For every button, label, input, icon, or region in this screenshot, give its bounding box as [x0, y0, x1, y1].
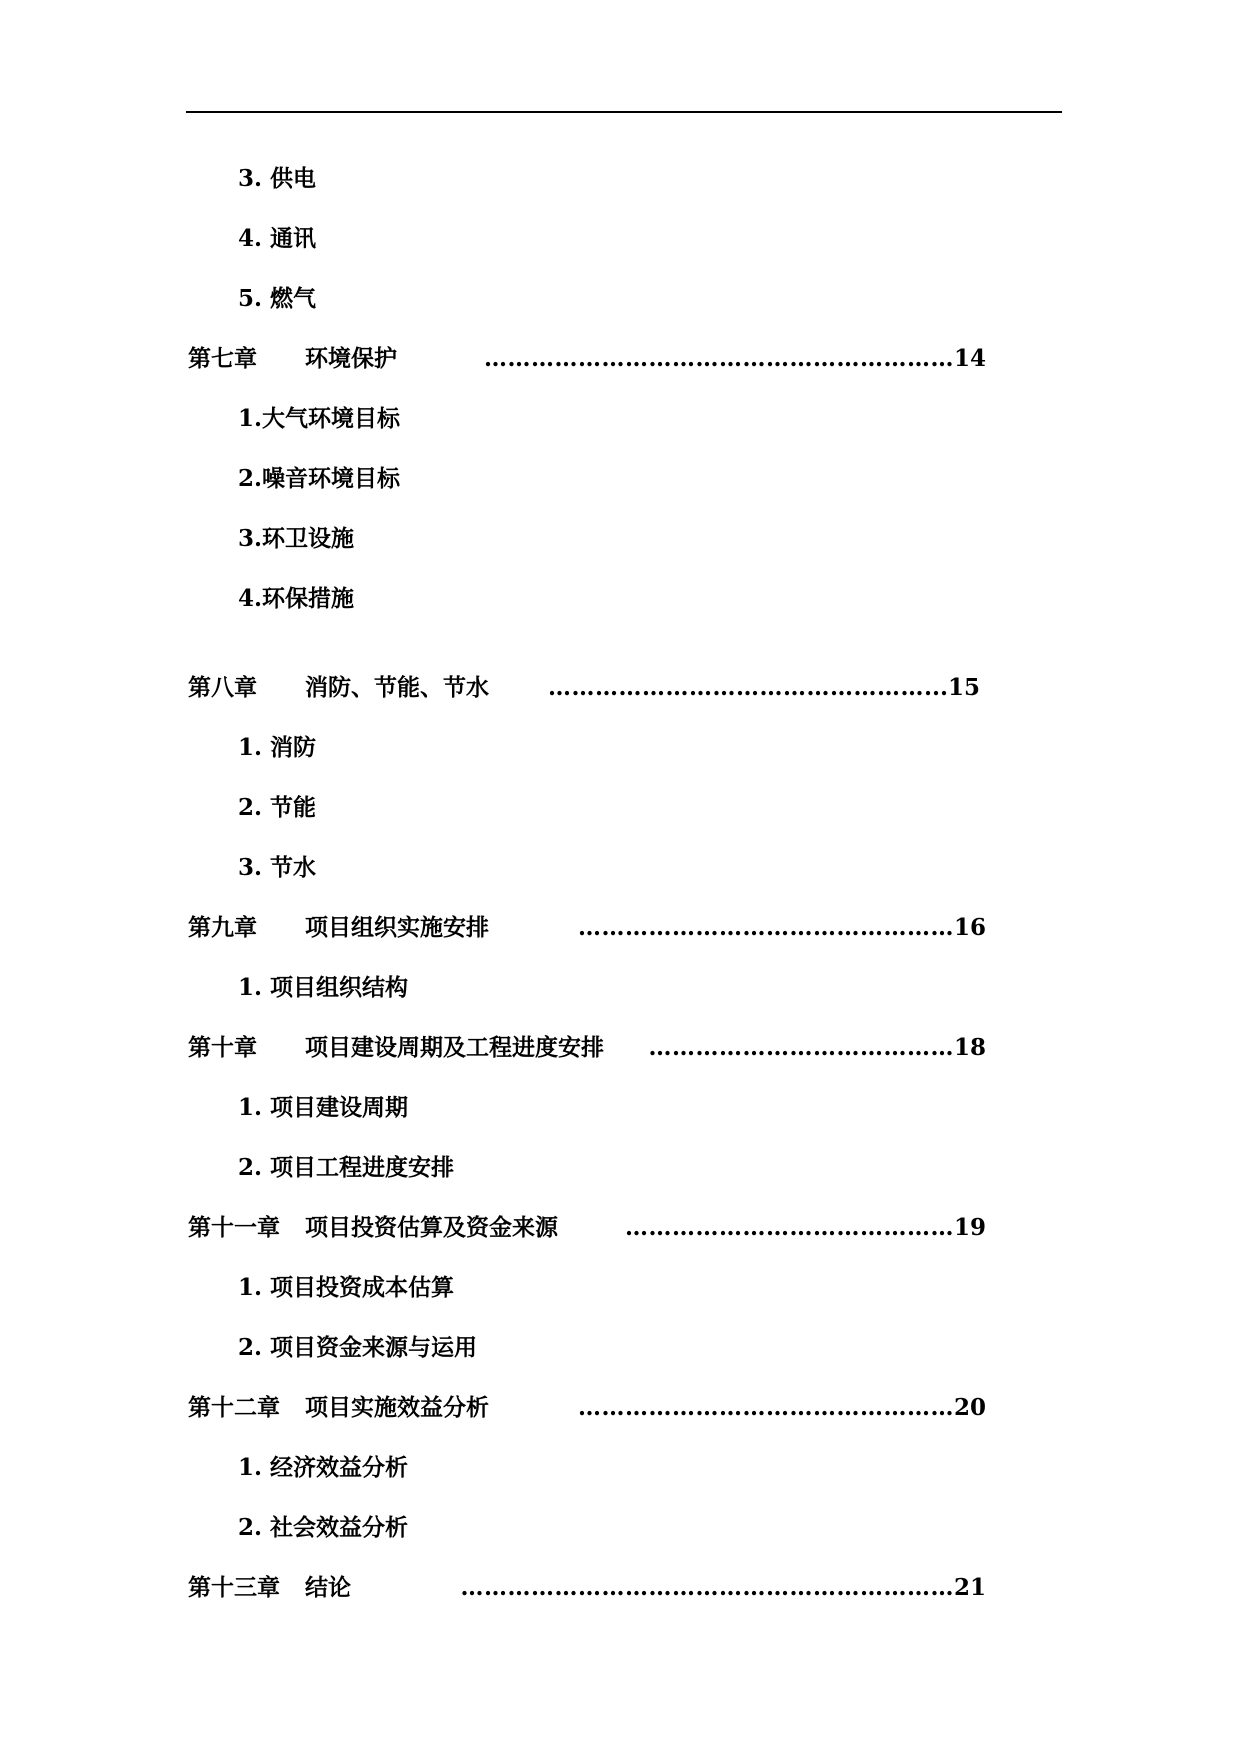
leader-and-page [548, 672, 980, 704]
leader-dots: ………………………………… [648, 1034, 954, 1061]
toc-chapter-entry [188, 343, 986, 375]
leader-dots: ……………………………………………………… [460, 1574, 954, 1601]
chapter-title: 项目组织实施安排 [305, 914, 489, 941]
toc-sub-entry [238, 1452, 408, 1484]
toc-sub-entry [238, 792, 316, 824]
toc-chapter-entry [188, 1572, 986, 1604]
toc-chapter-entry [188, 672, 986, 704]
toc-sub-entry [238, 1332, 477, 1364]
leader-dots: ………………………………………… [577, 914, 954, 941]
leader-dots: …………………………………… [624, 1214, 954, 1241]
toc-sub-text: 2. 节能 [238, 794, 317, 821]
toc-chapter-entry [188, 1032, 986, 1064]
toc-sub-entry [238, 463, 400, 495]
toc-sub-entry [238, 1512, 408, 1544]
toc-sub-text: 2. 社会效益分析 [238, 1514, 409, 1541]
chapter-label: 第十章 [188, 1034, 257, 1061]
toc-sub-entry [238, 1272, 454, 1304]
chapter-label: 第十二章 [188, 1394, 280, 1421]
toc-sub-entry [238, 283, 316, 315]
toc-sub-text: 1. 项目组织结构 [238, 974, 409, 1001]
toc-sub-text: 3.环卫设施 [238, 525, 355, 552]
toc-sub-text: 1.大气环境目标 [238, 405, 401, 432]
leader-and-page [578, 1392, 986, 1424]
toc-sub-text: 1. 项目建设周期 [238, 1094, 409, 1121]
leader-dots: ………………………………………… [577, 1394, 954, 1421]
chapter-title: 项目建设周期及工程进度安排 [305, 1034, 604, 1061]
chapter-title: 项目实施效益分析 [305, 1394, 489, 1421]
toc-sub-text: 1. 经济效益分析 [238, 1454, 409, 1481]
leader-and-page [625, 1212, 986, 1244]
toc-sub-text: 4. 通讯 [238, 225, 317, 252]
page-number: 20 [953, 1394, 986, 1421]
toc-sub-entry [238, 223, 316, 255]
page-number: 21 [953, 1574, 986, 1601]
chapter-label: 第八章 [188, 674, 257, 701]
toc-chapter-entry [188, 1392, 986, 1424]
chapter-title: 消防、节能、节水 [305, 674, 489, 701]
chapter-label: 第九章 [188, 914, 257, 941]
chapter-title: 结论 [305, 1574, 351, 1601]
toc-sub-entry [238, 852, 316, 884]
page-number: 16 [953, 914, 986, 941]
chapter-title: 项目投资估算及资金来源 [305, 1214, 558, 1241]
chapter-label: 第十三章 [188, 1574, 280, 1601]
toc-sub-text: 2. 项目资金来源与运用 [238, 1334, 478, 1361]
chapter-label: 第七章 [188, 345, 257, 372]
leader-and-page [648, 1032, 986, 1064]
toc-sub-text: 1. 消防 [238, 734, 317, 761]
toc-sub-text: 4.环保措施 [238, 585, 355, 612]
toc-sub-entry [238, 583, 354, 615]
toc-sub-entry [238, 523, 354, 555]
page-number: 18 [953, 1034, 986, 1061]
toc-sub-text: 2. 项目工程进度安排 [238, 1154, 455, 1181]
toc-sub-entry [238, 1092, 408, 1124]
leader-and-page [460, 1572, 986, 1604]
toc-sub-entry [238, 732, 316, 764]
header-rule [186, 111, 1062, 113]
chapter-title: 环境保护 [305, 345, 397, 372]
leader-dots: ………………………………………… [547, 674, 924, 701]
leader-dots: …………………………………………………… [483, 345, 954, 372]
toc-sub-entry [238, 403, 400, 435]
page-number: ...15 [923, 674, 980, 701]
toc-sub-entry [238, 972, 408, 1004]
toc-sub-text: 3. 供电 [238, 165, 317, 192]
toc-sub-text: 1. 项目投资成本估算 [238, 1274, 455, 1301]
toc-chapter-entry [188, 912, 986, 944]
toc-sub-text: 2.噪音环境目标 [238, 465, 401, 492]
chapter-label: 第十一章 [188, 1214, 280, 1241]
page-number: 14 [953, 345, 986, 372]
toc-sub-text: 5. 燃气 [238, 285, 317, 312]
leader-and-page [484, 343, 986, 375]
toc-chapter-entry [188, 1212, 986, 1244]
toc-sub-entry [238, 1152, 454, 1184]
toc-sub-entry [238, 163, 316, 195]
toc-sub-text: 3. 节水 [238, 854, 317, 881]
page-number: 19 [953, 1214, 986, 1241]
leader-and-page [578, 912, 986, 944]
